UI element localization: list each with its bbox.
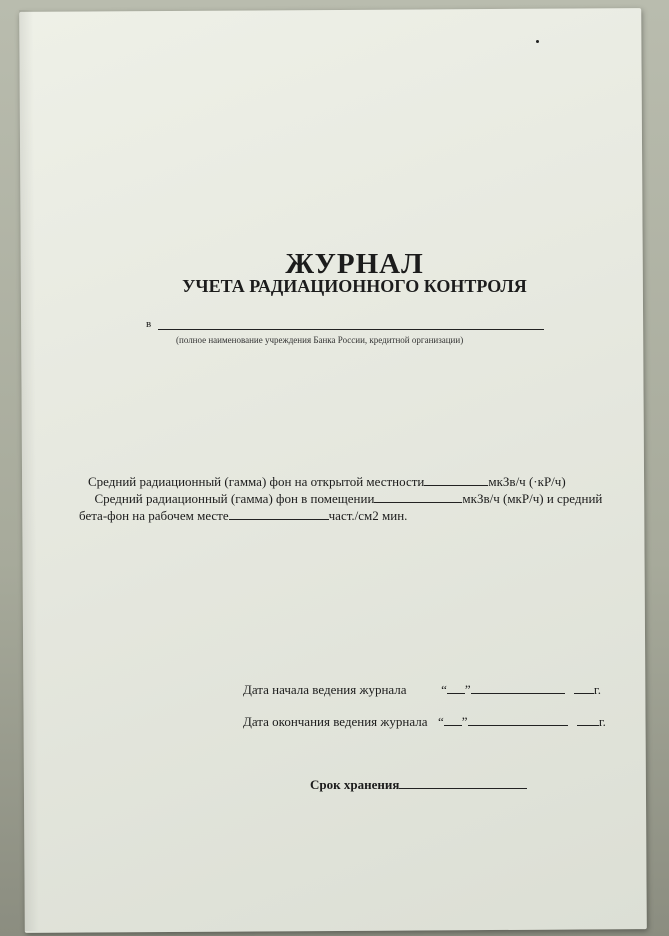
start-close-quote: ”: [464, 682, 471, 697]
end-year-suffix: г.: [598, 714, 606, 729]
indoor-gamma-line: [88, 490, 628, 507]
journal-title: ЖУРНАЛ: [285, 248, 424, 280]
start-date-row: [243, 681, 606, 698]
outdoor-gamma-blank[interactable]: [424, 473, 488, 486]
organization-prefix: в: [146, 318, 152, 330]
storage-period-label: Срок хранения: [310, 777, 400, 792]
end-month-blank[interactable]: [468, 713, 568, 726]
indoor-gamma-blank[interactable]: [374, 490, 462, 503]
organization-caption: (полное наименование учреждения Банка России, кредитной организации): [176, 335, 464, 345]
start-year-blank[interactable]: [574, 681, 594, 694]
ink-dot: [536, 40, 539, 43]
journal-cover: [19, 8, 647, 933]
end-date-label: Дата окончания ведения журнала: [243, 714, 428, 729]
outdoor-gamma-unit: мкЗв/ч (·кР/ч): [488, 474, 566, 489]
outdoor-gamma-line: [88, 473, 628, 490]
start-day-blank[interactable]: [447, 681, 465, 694]
end-day-blank[interactable]: [444, 713, 462, 726]
beta-background-unit: част./см2 мин.: [328, 508, 408, 523]
organization-field[interactable]: [146, 318, 546, 332]
journal-dates-section: [243, 681, 606, 745]
beta-background-blank[interactable]: [229, 507, 329, 520]
indoor-gamma-label: Средний радиационный (гамма) фон в помещении: [94, 491, 375, 506]
organization-blank-line[interactable]: [158, 329, 544, 330]
journal-subtitle: УЧЕТА РАДИАЦИОННОГО КОНТРОЛЯ: [182, 276, 527, 296]
end-date-row: [243, 713, 606, 730]
end-year-blank[interactable]: [577, 713, 599, 726]
outdoor-gamma-label: Средний радиационный (гамма) фон на открытой местности: [88, 474, 425, 489]
radiation-background-section: [79, 473, 628, 524]
end-open-quote: “: [438, 714, 444, 729]
beta-background-label: бета-фон на рабочем месте: [79, 508, 229, 523]
start-month-blank[interactable]: [471, 681, 565, 694]
storage-period-row: [310, 776, 527, 793]
beta-background-line: [79, 507, 628, 524]
start-open-quote: “: [441, 682, 447, 697]
indoor-gamma-unit: мкЗв/ч (мкР/ч) и средний: [462, 491, 603, 506]
storage-period-blank[interactable]: [399, 776, 527, 789]
end-close-quote: ”: [461, 714, 468, 729]
start-date-label: Дата начала ведения журнала: [243, 682, 407, 697]
start-year-suffix: г.: [593, 682, 602, 697]
